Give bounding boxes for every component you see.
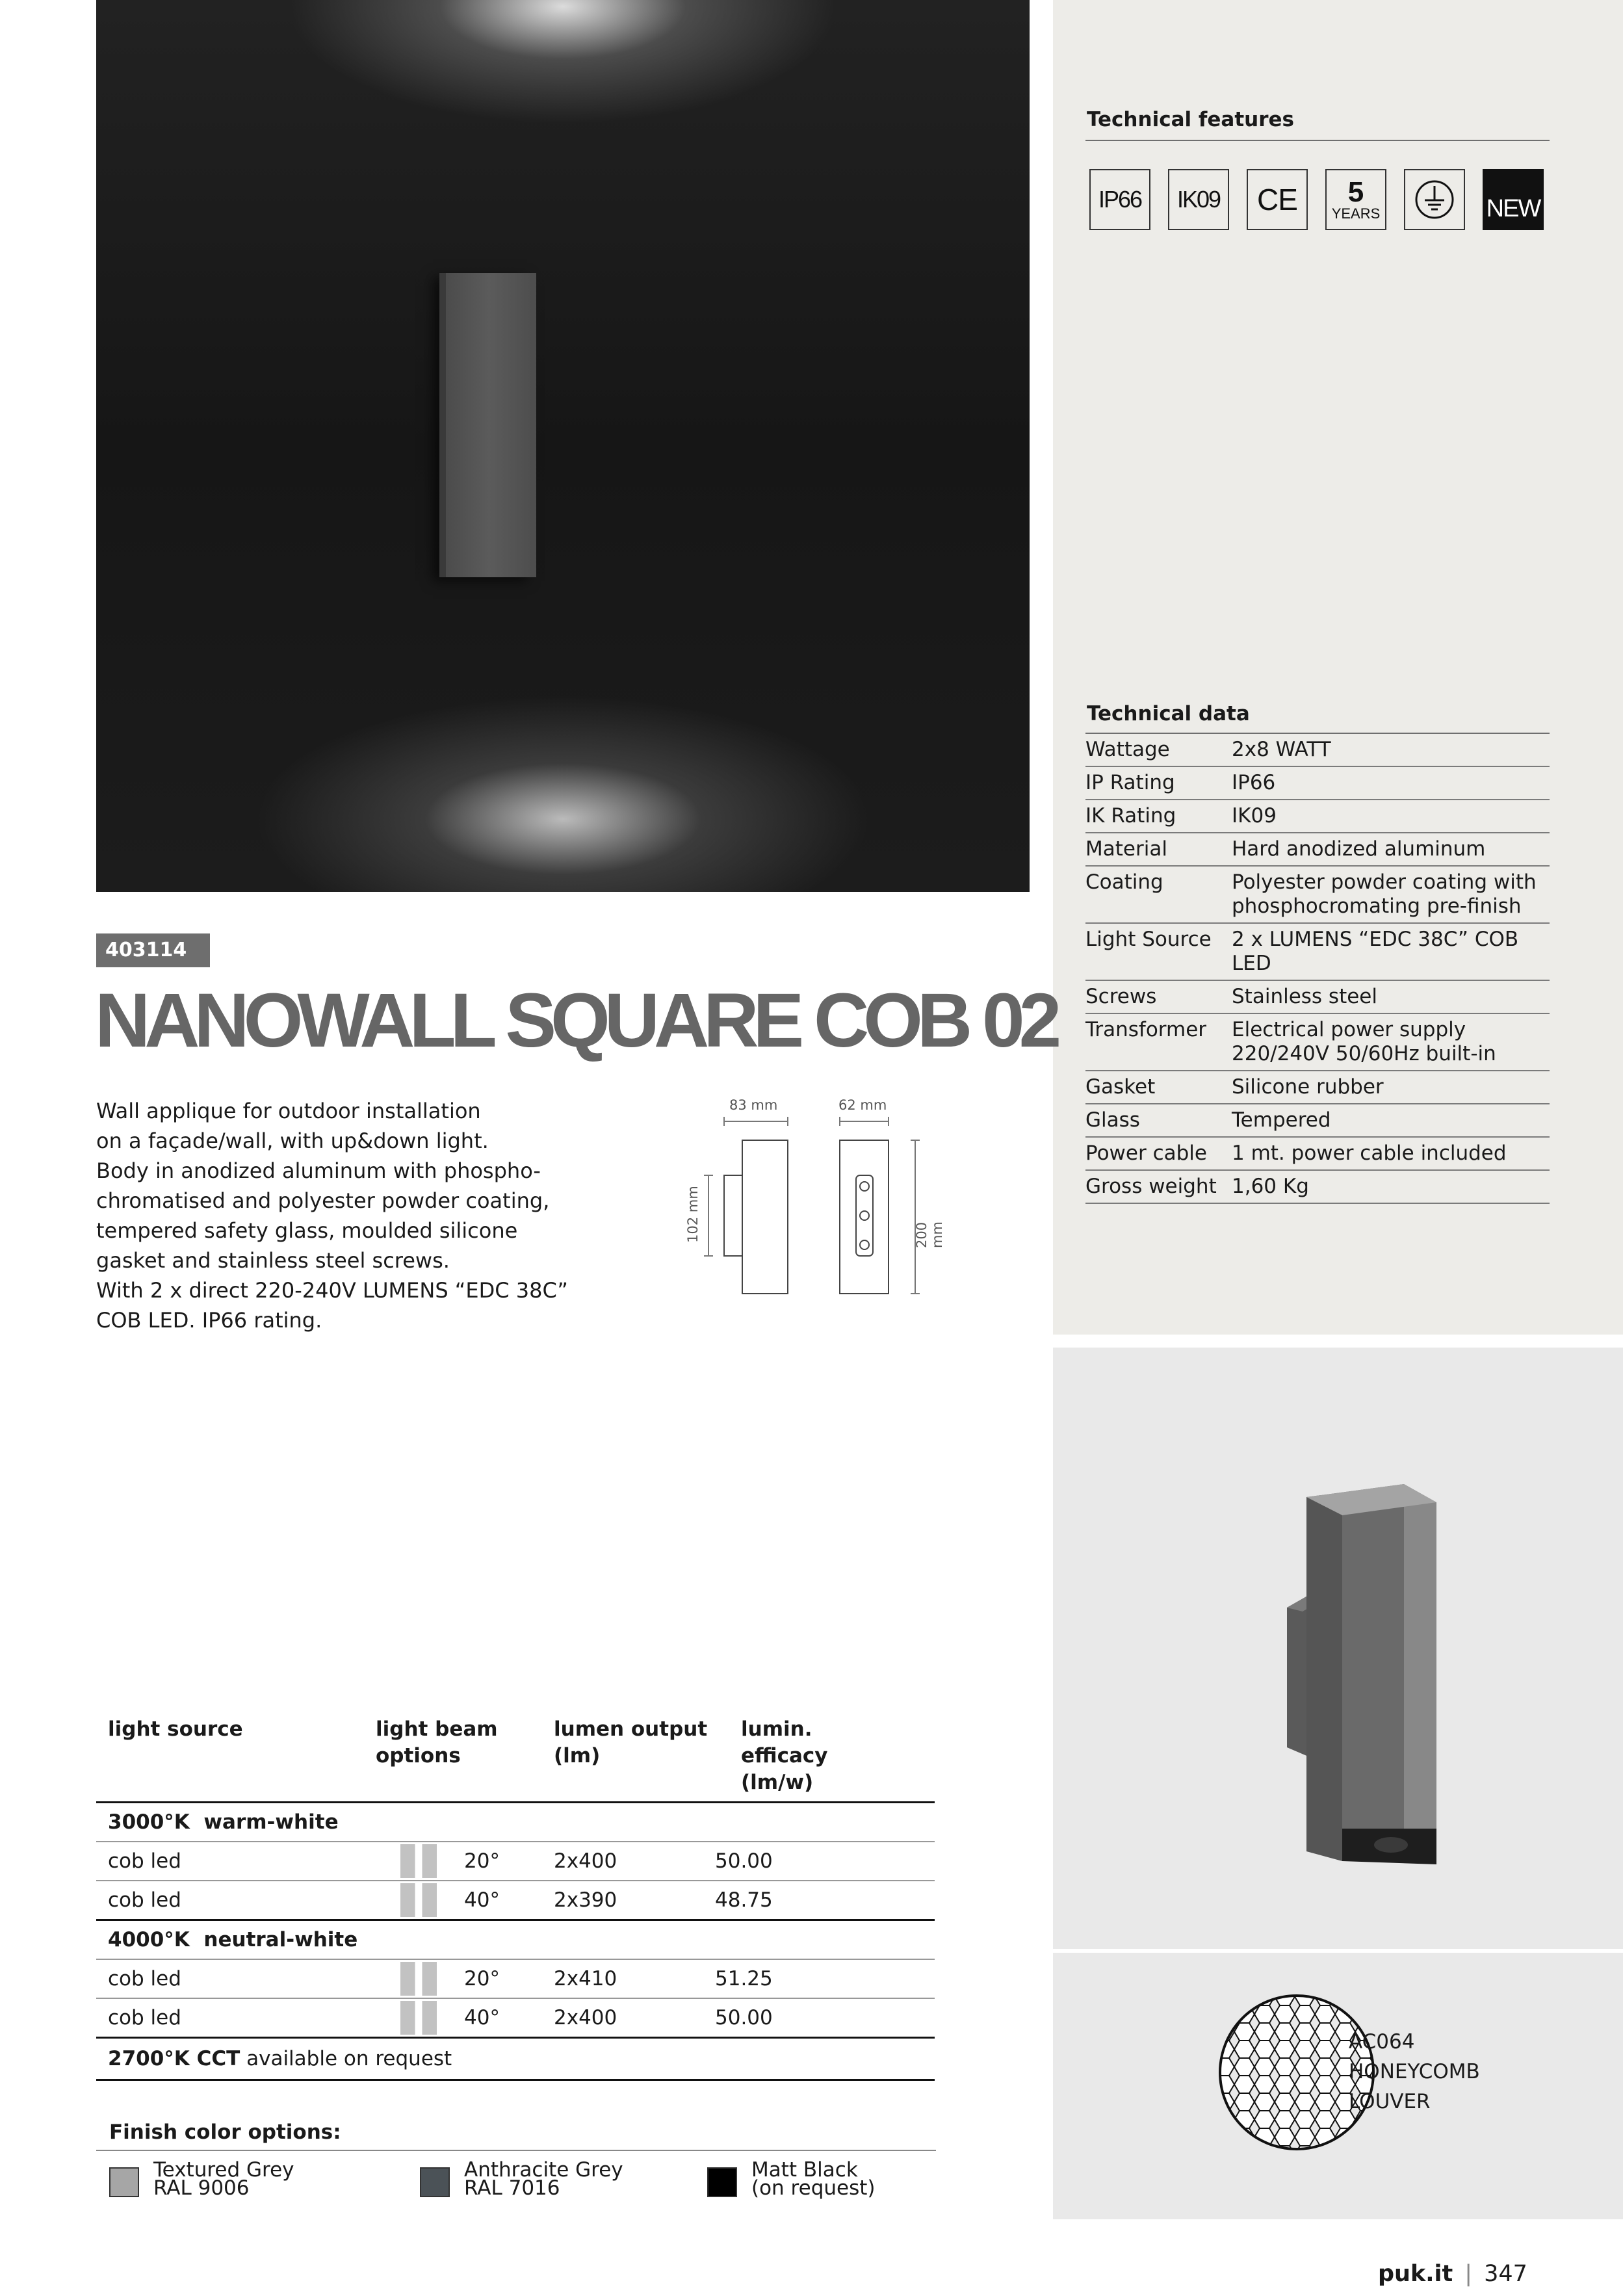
- technical-features-title: Technical features: [1087, 108, 1294, 131]
- header-lumen: lumen output (lm): [554, 1717, 708, 1768]
- tech-row-screws: Screws Stainless steel: [1085, 981, 1550, 1014]
- table-row: cob led 2x400 50.00 20°: [96, 1842, 935, 1881]
- description-line: chromatised and polyester powder coating,: [96, 1188, 550, 1213]
- description-line: COB LED. IP66 rating.: [96, 1308, 322, 1333]
- footer-site-link[interactable]: puk.it: [1378, 2261, 1453, 2287]
- product-hero-photo: [96, 0, 1030, 892]
- ik09-icon: IK09: [1168, 169, 1229, 230]
- dim-width-label: 83 mm: [729, 1097, 778, 1113]
- beam-angle-icon: [400, 1883, 437, 1917]
- light-source-table: [96, 1716, 935, 2081]
- divider: [1085, 140, 1550, 141]
- product-cutout-photo-panel: [1053, 1348, 1623, 1949]
- warranty-icon: [1325, 169, 1386, 230]
- description-line: on a façade/wall, with up&down light.: [96, 1128, 489, 1153]
- finish-option-label: Anthracite Grey RAL 7016: [464, 2158, 623, 2200]
- table-row: cob led 2x400 50.00 40°: [96, 1999, 935, 2039]
- earth-ground-icon: [1404, 169, 1465, 230]
- dim-bracket-label: 102 mm: [684, 1186, 701, 1243]
- description-line: gasket and stainless steel screws.: [96, 1248, 450, 1273]
- tech-row-ik: IK Rating IK09: [1085, 800, 1550, 833]
- new-badge-icon: [1483, 169, 1544, 230]
- technical-data-title: Technical data: [1087, 702, 1250, 725]
- product-description: [96, 1096, 590, 1335]
- beam-angle-icon: [400, 1962, 437, 1996]
- technical-data-table: [1085, 734, 1550, 1204]
- table-row: cob led 2x390 48.75 40°: [96, 1881, 935, 1921]
- accessory-text: [1349, 2027, 1480, 2117]
- dim-height-label: 200 mm: [914, 1221, 945, 1248]
- group-4000k: 4000°K neutral-white: [96, 1921, 935, 1960]
- swatch-textured-grey: [109, 2167, 139, 2197]
- earth-ground-symbol: [1412, 177, 1457, 222]
- beam-angle-value: 20°: [464, 1849, 500, 1873]
- ce-mark-text: CE: [1257, 183, 1297, 216]
- hero-fixture-edge: [439, 273, 446, 577]
- tech-row-wattage: Wattage 2x8 WATT: [1085, 734, 1550, 767]
- warranty-years-number: 5: [1347, 176, 1364, 208]
- divider: [96, 2150, 936, 2151]
- page-footer: [1378, 2261, 1527, 2287]
- finish-options-title: Finish color options:: [109, 2120, 341, 2144]
- tech-row-gross-weight: Gross weight 1,60 Kg: [1085, 1171, 1550, 1204]
- warranty-years-label: YEARS: [1331, 205, 1381, 222]
- beam-angle-value: 40°: [464, 1888, 500, 1912]
- ip66-icon: IP66: [1089, 169, 1150, 230]
- header-light-source: light source: [108, 1717, 243, 1741]
- product-cutout-illustration: [1053, 1348, 1623, 1949]
- header-efficacy: lumin. efficacy (lm/w): [741, 1717, 828, 1794]
- description-line: Wall applique for outdoor installation: [96, 1099, 481, 1123]
- beam-angle-value: 20°: [464, 1967, 500, 1990]
- tech-row-coating: Coating Polyester powder coating with phosphocromating pre-finish: [1085, 867, 1550, 924]
- beam-angle-icon: [400, 1844, 437, 1878]
- cct-note: 2700°K CCT available on request: [96, 2039, 935, 2081]
- description-line: tempered safety glass, moulded silicone: [96, 1218, 518, 1243]
- new-badge-label: NEW: [1486, 194, 1540, 222]
- tech-row-material: Material Hard anodized aluminum: [1085, 833, 1550, 867]
- hero-fixture-body: [442, 273, 536, 577]
- tech-row-power-cable: Power cable 1 mt. power cable included: [1085, 1138, 1550, 1171]
- tech-row-ip: IP Rating IP66: [1085, 767, 1550, 800]
- group-3000k: 3000°K warm-white: [96, 1803, 935, 1842]
- beam-angle-value: 40°: [464, 2006, 500, 2029]
- product-code-badge: 403114: [96, 933, 210, 967]
- header-light-beam: light beam options: [376, 1717, 498, 1768]
- product-title: NANOWALL SQUARE COB 02: [95, 978, 1056, 1063]
- ce-mark-icon: [1247, 169, 1308, 230]
- swatch-anthracite-grey: [420, 2167, 450, 2197]
- swatch-matt-black: [707, 2167, 737, 2197]
- accessory-line: HONEYCOMB: [1349, 2060, 1480, 2083]
- accessory-panel: [1053, 1953, 1623, 2219]
- accessory-code: AC064: [1349, 2030, 1415, 2054]
- honeycomb-louver-icon: [1053, 1953, 1623, 2219]
- tech-row-glass: Glass Tempered: [1085, 1104, 1550, 1138]
- description-line: With 2 x direct 220-240V LUMENS “EDC 38C”: [96, 1278, 568, 1303]
- tech-row-light-source: Light Source 2 x LUMENS “EDC 38C” COB LED: [1085, 924, 1550, 981]
- footer-separator: |: [1464, 2261, 1473, 2287]
- tech-row-gasket: Gasket Silicone rubber: [1085, 1071, 1550, 1104]
- dim-depth-label: 62 mm: [838, 1097, 887, 1113]
- table-row: cob led 2x410 51.25 20°: [96, 1960, 935, 1999]
- page-number: 347: [1484, 2261, 1527, 2287]
- finish-option-label: Textured Grey RAL 9006: [153, 2158, 294, 2200]
- panel-separator: [1053, 1335, 1623, 1348]
- light-table-header: [96, 1716, 935, 1803]
- finish-option-label: Matt Black (on request): [751, 2158, 876, 2200]
- dimension-drawing: [676, 1092, 955, 1307]
- accessory-line: LOUVER: [1349, 2090, 1431, 2113]
- beam-angle-icon: [400, 2001, 437, 2035]
- description-line: Body in anodized aluminum with phospho-: [96, 1158, 541, 1183]
- tech-row-transformer: Transformer Electrical power supply 220/240V 50/60Hz built-in: [1085, 1014, 1550, 1071]
